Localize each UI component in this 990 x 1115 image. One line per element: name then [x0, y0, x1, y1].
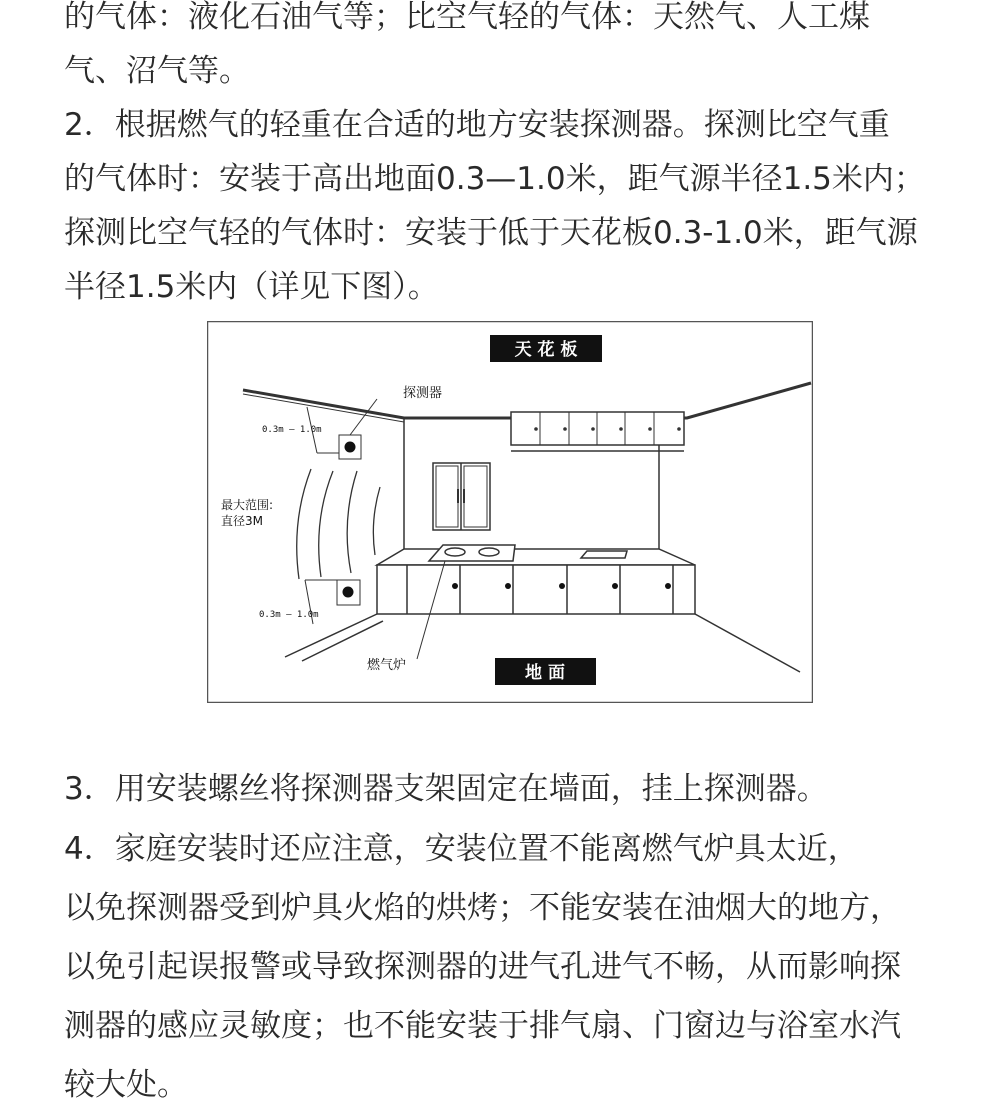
diagram-frame	[208, 322, 813, 703]
text-line: 较大处。	[64, 1067, 188, 1103]
text-line: 以免探测器受到炉具火焰的烘烤；不能安装在油烟大的地方，	[64, 890, 901, 926]
paragraph-step-4	[64, 820, 964, 1115]
text-line: 的气体：液化石油气等；比空气轻的气体：天然气、人工煤	[64, 0, 870, 35]
bottom-distance-label: 0.3m — 1.0m	[259, 610, 319, 620]
kitchen-counter	[377, 545, 695, 614]
stove-label: 燃气炉	[367, 658, 407, 673]
text-line: 半径1.5米内（详见下图）。	[64, 269, 439, 305]
text-line: 探测比空气轻的气体时：安装于低于天花板0.3-1.0米，距气源	[64, 215, 918, 251]
text-line: 以免引起误报警或导致探测器的进气孔进气不畅，从而影响探	[64, 949, 901, 985]
text-line: 气、沼气等。	[64, 53, 250, 89]
paragraph-step-2	[64, 98, 964, 314]
wall-cabinet	[433, 463, 490, 530]
range-label-line2: 直径3M	[221, 514, 263, 528]
floor-label: 地 面	[525, 663, 565, 683]
paragraph-step-3	[64, 762, 964, 816]
text-line: 3．用安装螺丝将探测器支架固定在墙面，挂上探测器。	[64, 771, 828, 807]
detector-sensor-icon	[345, 442, 356, 453]
detector-sensor-icon	[343, 587, 354, 598]
text-line: 的气体时：安装于高出地面0.3—1.0米，距气源半径1.5米内；	[64, 161, 925, 197]
top-distance-label: 0.3m — 1.0m	[262, 425, 322, 435]
text-line: 4．家庭安装时还应注意，安装位置不能离燃气炉具太近，	[64, 831, 859, 867]
installation-diagram	[207, 321, 813, 703]
paragraph-gas-types	[64, 0, 964, 98]
ceiling-label: 天 花 板	[514, 340, 578, 360]
text-line: 2．根据燃气的轻重在合适的地方安装探测器。探测比空气重	[64, 107, 890, 143]
range-label-line1: 最大范围:	[221, 498, 274, 512]
upper-cabinets	[511, 412, 684, 451]
text-line: 测器的感应灵敏度；也不能安装于排气扇、门窗边与浴室水汽	[64, 1008, 901, 1044]
detector-label: 探测器	[403, 386, 443, 401]
